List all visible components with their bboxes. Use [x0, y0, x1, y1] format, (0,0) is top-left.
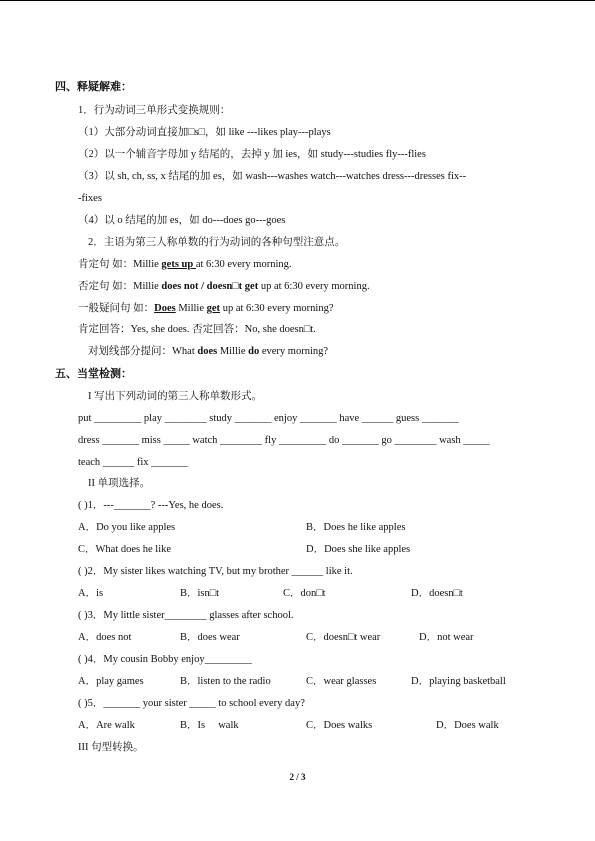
affirmative-example	[78, 258, 292, 271]
page-top-border	[0, 0, 595, 1]
wh-subject: Millie	[217, 346, 249, 357]
page-number: 2 / 3	[289, 772, 306, 782]
negative-label: 否定句 如：Millie	[78, 281, 162, 292]
part-3-title: III 句型转换。	[78, 742, 144, 753]
verbs-row-3: teach ______ fix _______	[78, 457, 188, 468]
rule-4: （4）以 o 结尾的加 es，如 do---does go---goes	[78, 215, 286, 226]
question-5-option-b: B．Is walk	[180, 720, 239, 731]
rule-3: （3）以 sh, ch, ss, x 结尾的加 es，如 wash---washes watch---watches dress---dresses fix--	[78, 171, 467, 182]
verbs-row-2: dress _______ miss _____ watch ________ fly _________ do _______ go ________ wash _____	[78, 435, 490, 446]
question-5-option-a: A．Are walk	[78, 720, 135, 731]
question-1-option-c: C．What does he like	[78, 544, 172, 555]
wh-label: 对划线部分提问：What	[88, 346, 198, 357]
question-3-option-c: C．doesn□t wear	[306, 632, 381, 643]
negative-verb: get	[244, 281, 259, 292]
question-1-option-d: D．Does she like apples	[306, 544, 411, 555]
verbs-row-1: put _________ play ________ study _______ enjoy _______ have ______ guess _______	[78, 413, 459, 424]
negative-aux: does not / doesn□t	[161, 281, 245, 292]
section-5-title: 五、当堂检测：	[55, 368, 132, 380]
question-aux: Does	[154, 303, 176, 314]
question-2-option-d: D．doesn□t	[411, 588, 463, 599]
wh-rest: every morning?	[259, 346, 329, 357]
rule-2: （2）以一个辅音字母加 y 结尾的，去掉 y 加 ies，如 study---studies fly---flies	[78, 149, 426, 160]
question-3-option-d: D．not wear	[419, 632, 474, 643]
question-2-option-b: B．isn□t	[180, 588, 220, 599]
part-2-title: II 单项选择。	[88, 478, 151, 489]
question-4-option-d: D．playing basketball	[411, 676, 506, 687]
question-label: 一般疑问句 如：	[78, 303, 155, 314]
sentence-rules-title: 2．主语为第三人称单数的行为动词的各种句型注意点。	[88, 237, 346, 248]
section-4-title: 四、释疑解难：	[55, 81, 132, 93]
question-rest: up at 6:30 every morning?	[220, 303, 334, 314]
question-5-option-c: C．Does walks	[306, 720, 373, 731]
question-3-option-b: B．does wear	[180, 632, 240, 643]
affirmative-label: 肯定句 如：Millie	[78, 259, 162, 270]
rule-3-continued: -fixes	[78, 193, 102, 204]
affirmative-verb: gets up	[161, 259, 196, 270]
wh-aux: does	[197, 346, 218, 357]
question-5-stem: ( )5．_______ your sister _____ to school every day?	[78, 698, 305, 709]
rule-title: 1．行为动词三单形式变换规则：	[78, 105, 231, 116]
rule-1: （1）大部分动词直接加□s□，如 like ---likes play---plays	[78, 127, 331, 138]
affirmative-rest: at 6:30 every morning.	[195, 259, 292, 270]
negative-example	[78, 280, 370, 293]
question-3-stem: ( )3．My little sister________ glasses after school.	[78, 610, 294, 621]
question-4-option-c: C．wear glasses	[306, 676, 377, 687]
answer-example: 肯定回答：Yes, she does. 否定回答：No, she doesn□t.	[78, 324, 316, 335]
question-2-option-c: C．don□t	[283, 588, 326, 599]
question-example	[78, 302, 334, 315]
part-1-title: I 写出下列动词的第三人称单数形式。	[88, 391, 263, 402]
question-4-option-b: B．listen to the radio	[180, 676, 271, 687]
question-4-stem: ( )4．My cousin Bobby enjoy_________	[78, 654, 252, 665]
question-2-stem: ( )2．My sister likes watching TV, but my brother ______ like it.	[78, 566, 353, 577]
question-1-stem: ( )1．---_______? ---Yes, he does.	[78, 500, 224, 511]
question-verb: get	[206, 303, 221, 314]
question-3-option-a: A．does not	[78, 632, 132, 643]
question-4-option-a: A．play games	[78, 676, 144, 687]
question-2-option-a: A．is	[78, 588, 104, 599]
wh-verb: do	[248, 346, 260, 357]
question-5-option-d: D．Does walk	[436, 720, 499, 731]
negative-rest: up at 6:30 every morning.	[258, 281, 370, 292]
question-subject: Millie	[175, 303, 207, 314]
question-1-option-b: B．Does he like apples	[306, 522, 406, 533]
question-1-option-a: A．Do you like apples	[78, 522, 176, 533]
wh-question-example	[88, 345, 328, 358]
